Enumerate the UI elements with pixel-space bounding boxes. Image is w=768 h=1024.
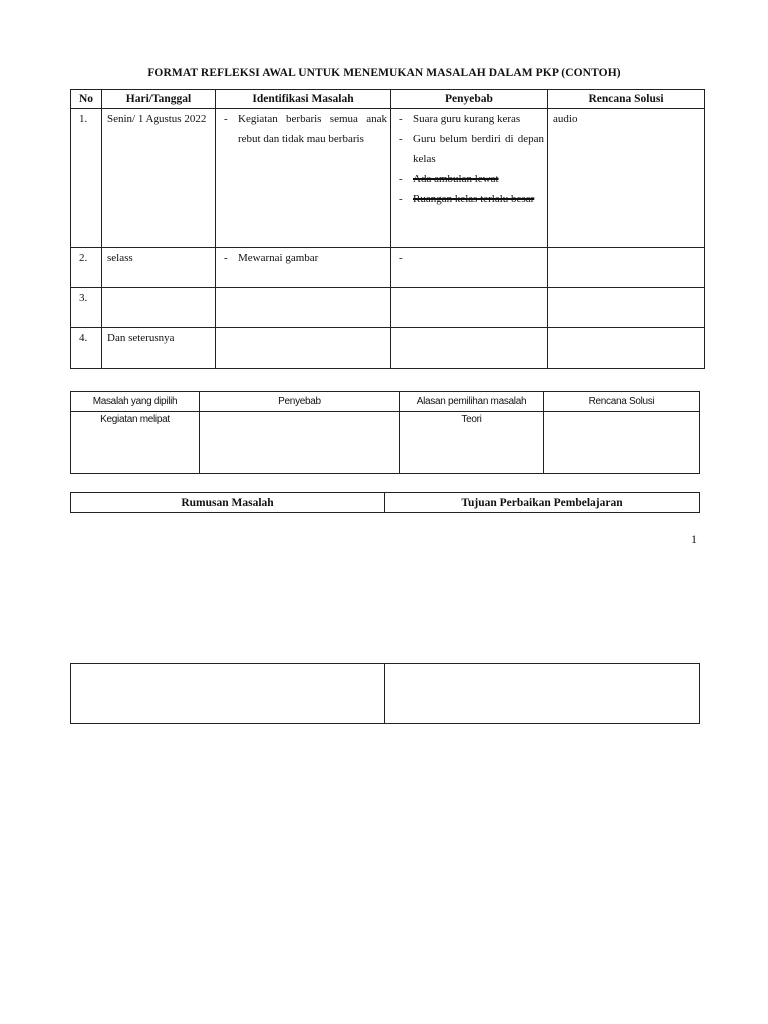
document-title: FORMAT REFLEKSI AWAL UNTUK MENEMUKAN MASALAH DALAM PKP (CONTOH) [147,67,621,79]
row-number: 3. [71,288,102,328]
header-no: No [71,90,102,109]
header-solution: Rencana Solusi [544,392,700,412]
cause-item-struck: - Ada ambulan lewat [396,169,544,189]
row-problem [216,288,391,328]
row-problem [216,328,391,369]
formulation-cell [71,664,385,724]
row-solution [548,288,705,328]
reflection-table [70,89,705,369]
row-solution [548,328,705,369]
header-selected-problem: Masalah yang dipilih [71,392,200,412]
table-row [71,328,705,369]
row-date: Senin/ 1 Agustus 2022 [102,109,216,248]
row-solution: audio [548,109,705,248]
row-date: selass [102,248,216,288]
header-reason: Alasan pemilihan masalah [400,392,544,412]
solution-cell [544,412,700,474]
row-cause [391,248,548,288]
page-number: 1 [691,532,697,546]
cause-item-struck: - Ruangan kelas terlalu besar [396,189,544,209]
table-row [71,109,705,248]
header-solution: Rencana Solusi [548,90,705,109]
table-row [71,664,700,724]
row-solution [548,248,705,288]
header-problem: Identifikasi Masalah [216,90,391,109]
cause-item: - Suara guru kurang keras [396,109,544,129]
row-problem [216,109,391,248]
header-date: Hari/Tanggal [102,90,216,109]
header-cause: Penyebab [200,392,400,412]
selected-problem-table [70,391,700,474]
row-cause [391,109,548,248]
row-date: Dan seterusnya [102,328,216,369]
problem-item: - Kegiatan berbaris semua anak rebut dan tidak mau berbaris [221,109,387,149]
selected-problem-header [71,392,700,412]
reason-cell: Teori [400,412,544,474]
table-row [71,248,705,288]
row-cause [391,328,548,369]
cause-cell [200,412,400,474]
row-date [102,288,216,328]
row-number: 1. [71,109,102,248]
reflection-table-header [71,90,705,109]
table-row [71,412,700,474]
goal-cell [385,664,700,724]
row-cause [391,288,548,328]
formulation-table [70,492,700,513]
formulation-body-table [70,663,700,724]
problem-item: - Mewarnai gambar [221,248,387,268]
row-problem [216,248,391,288]
row-number: 4. [71,328,102,369]
selected-problem-cell: Kegiatan melipat [71,412,200,474]
header-improvement-goal: Tujuan Perbaikan Pembelajaran [385,493,700,513]
row-number: 2. [71,248,102,288]
formulation-header [71,493,700,513]
header-problem-formulation: Rumusan Masalah [71,493,385,513]
table-row [71,288,705,328]
header-cause: Penyebab [391,90,548,109]
cause-item: - Guru belum berdiri di depan kelas [396,129,544,169]
